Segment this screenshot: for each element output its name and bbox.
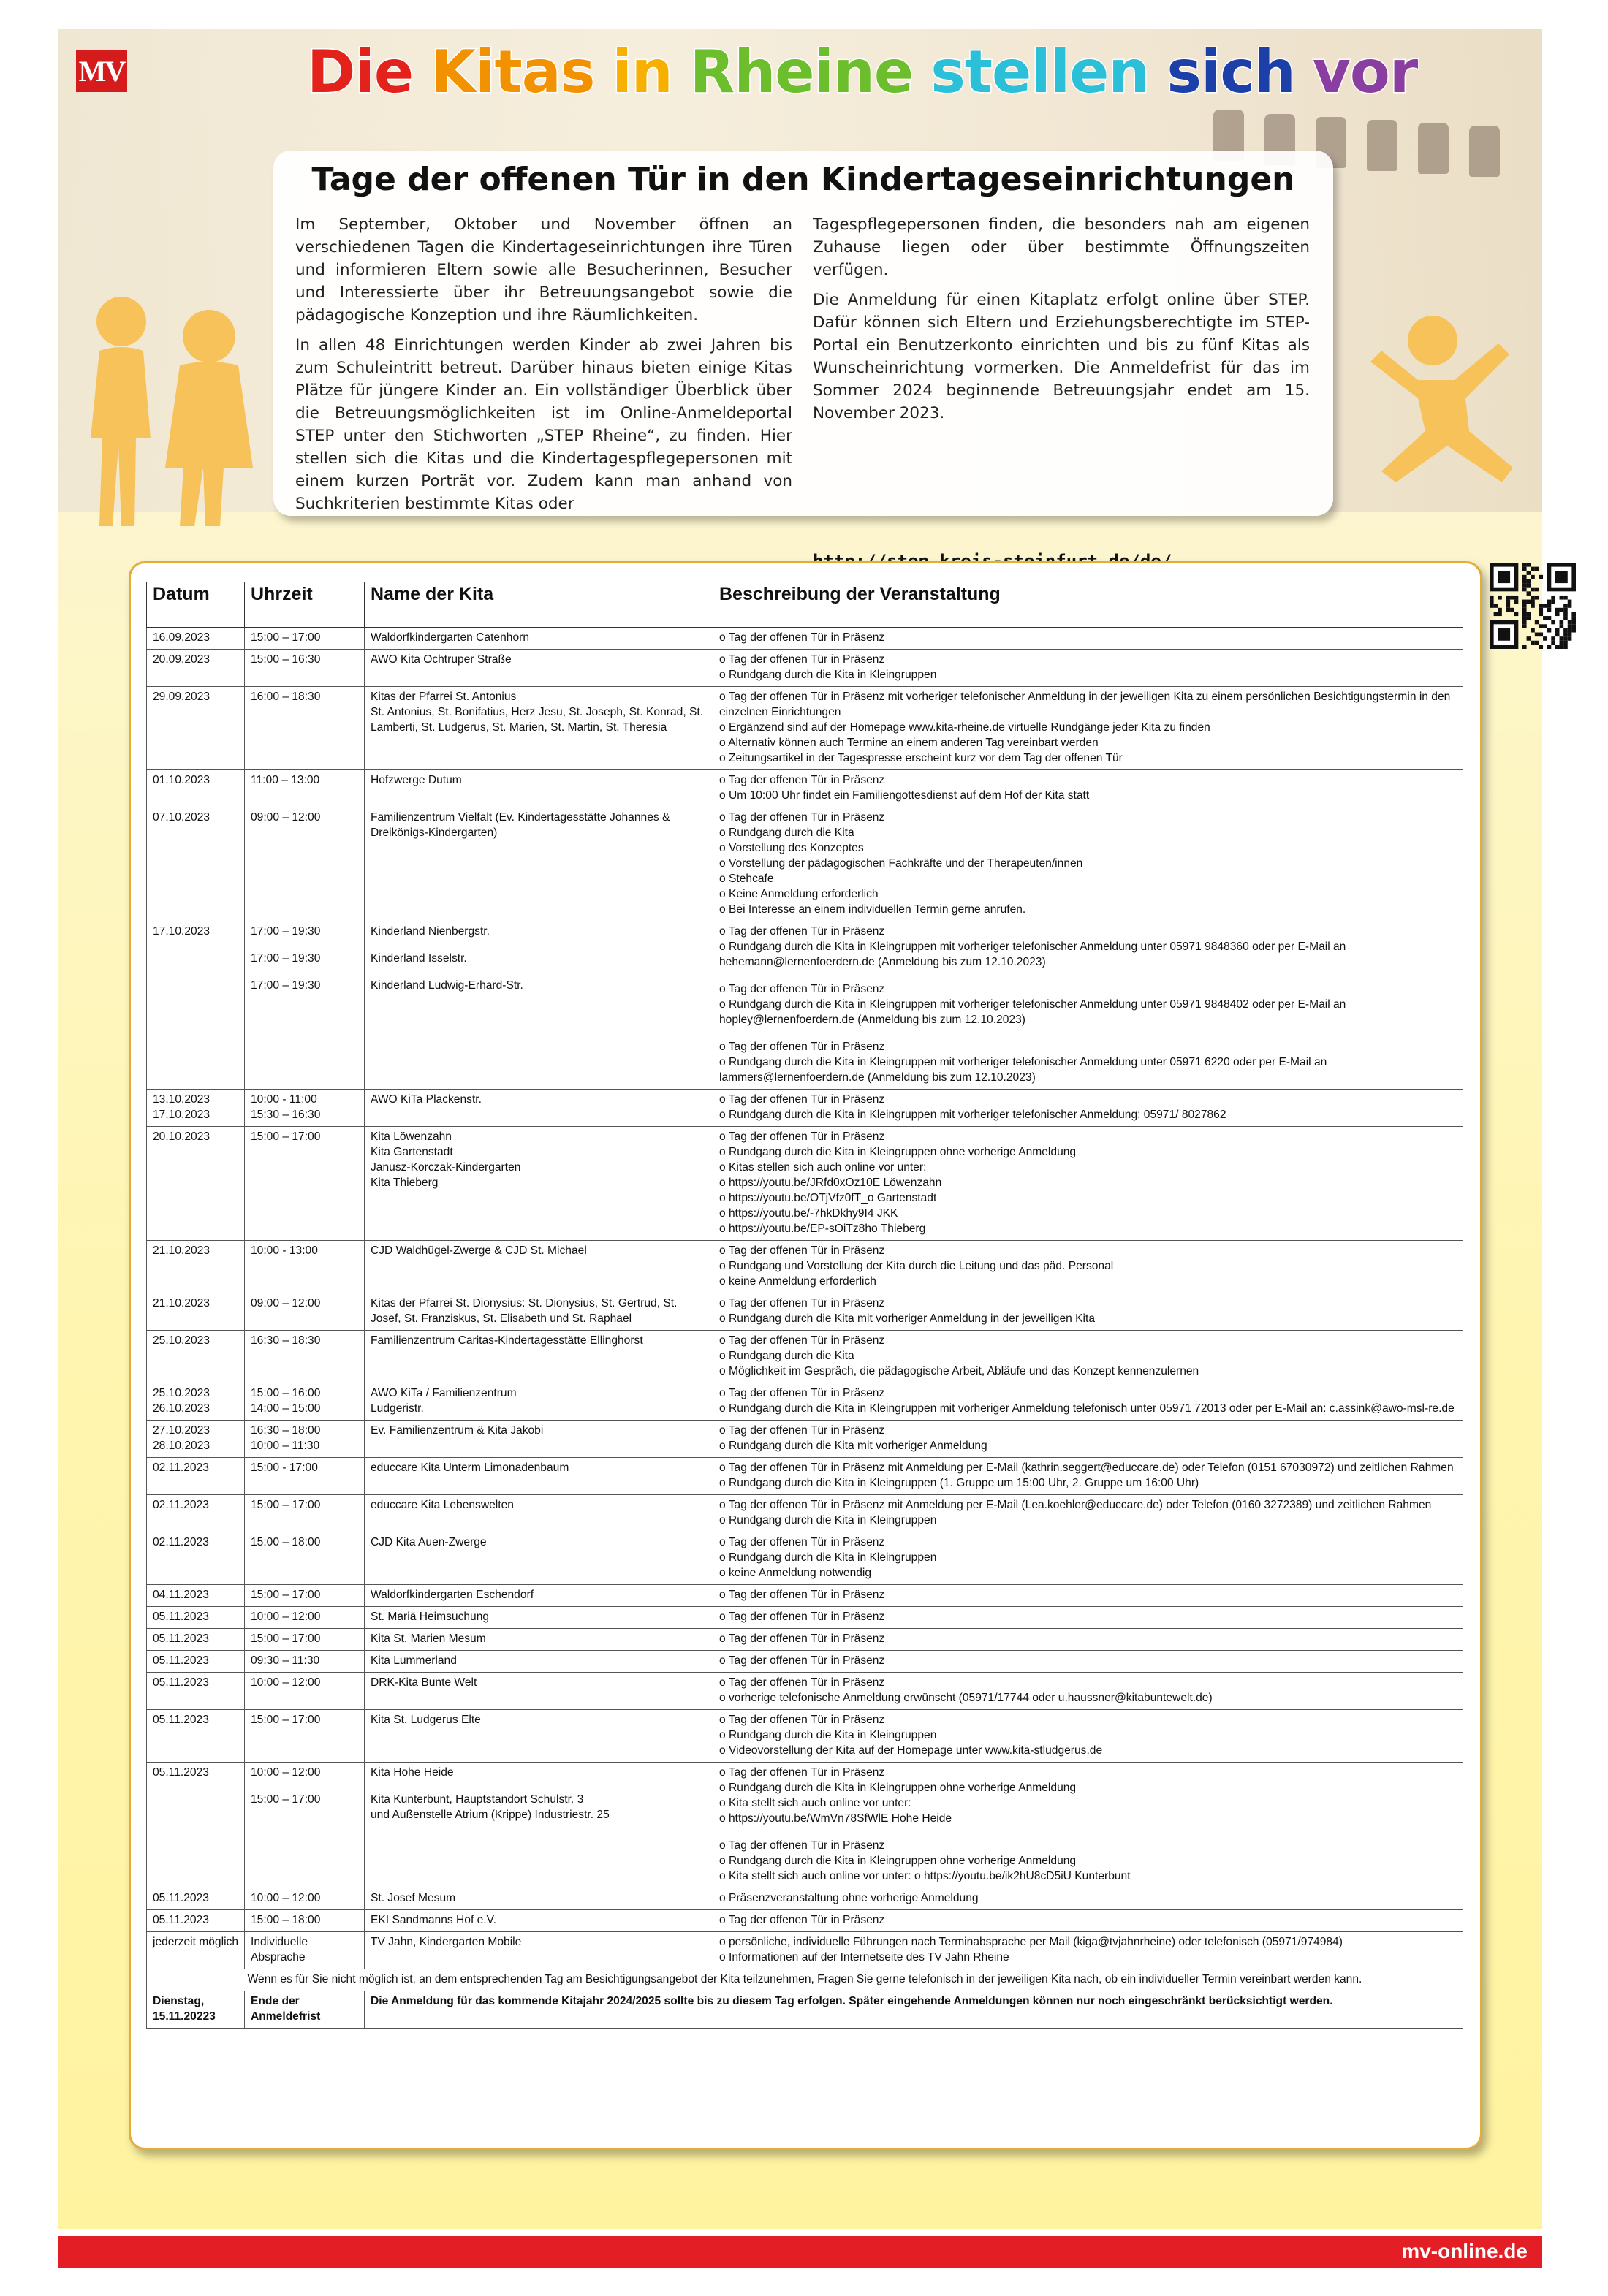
date-cell xyxy=(147,650,245,687)
date-cell-text: 02.11.2023 xyxy=(153,1536,209,1548)
kita-name-cell-text: Waldorfkindergarten Eschendorf xyxy=(371,1589,534,1601)
date-cell xyxy=(147,1673,245,1710)
date-cell-text: 17.10.2023 xyxy=(153,925,211,938)
kita-name-cell-text: St. Josef Mesum xyxy=(371,1892,456,1904)
description-cell xyxy=(713,770,1463,807)
headline-word: Die xyxy=(307,38,414,106)
column-header-time: Uhrzeit xyxy=(245,582,365,628)
kita-name-cell-text: St. Mariä Heimsuchung xyxy=(371,1611,490,1623)
table-row xyxy=(147,1241,1463,1293)
time-cell xyxy=(245,628,365,650)
headline-word: sich xyxy=(1167,38,1295,106)
time-cell-text: 15:00 – 17:00 xyxy=(251,1130,321,1143)
description-cell-text: o Tag der offenen Tür in Präsenz o Rundgang durch die Kita in Kleingruppen o Videovorstellung der Kita auf der Homepage unter www.kita-stludgerus.de xyxy=(719,1714,1103,1757)
date-cell xyxy=(147,1241,245,1293)
description-cell-text: o Tag der offenen Tür in Präsenz xyxy=(719,1589,885,1601)
kita-name-cell xyxy=(365,1673,713,1710)
children-silhouette-icon xyxy=(70,278,260,541)
kita-name-cell-text: educcare Kita Unterm Limonadenbaum xyxy=(371,1461,569,1474)
table-row xyxy=(147,1651,1463,1673)
table-row xyxy=(147,1585,1463,1607)
time-cell-text: 15:00 – 16:00 14:00 – 15:00 xyxy=(251,1387,321,1415)
kita-name-cell-text: CJD Waldhügel-Zwerge & CJD St. Michael xyxy=(371,1244,587,1257)
kita-name-cell-text: Kitas der Pfarrei St. Antonius St. Antonius, St. Bonifatius, Herz Jesu, St. Joseph, St. Konrad, St. Lamberti, St. Ludgerus, St. Marien, St. Martin, St. Theresia xyxy=(371,691,704,734)
time-cell-text: 16:30 – 18:00 10:00 – 11:30 xyxy=(251,1424,321,1452)
date-cell xyxy=(147,628,245,650)
date-cell-text: 05.11.2023 xyxy=(153,1654,209,1667)
intro-paragraph: Im September, Oktober und November öffnen an verschiedenen Tagen die Kindertageseinrichtungen ihre Türen und informieren Eltern sowie alle Besucherinnen, Besucher und Interessierte über ihr Betreuungsangebot sowie die pädagogische Konzeption und ihre Räumlichkeiten. xyxy=(295,216,792,324)
description-cell-text: o Tag der offenen Tür in Präsenz mit Anmeldung per E-Mail (kathrin.seggert@educcare.de) oder Telefon (0151 67030972) und zeitlichen Rahmen o Rundgang durch die Kita in Kleingruppen (1. Gruppe um 15:00 Uhr, 2. Gruppe um 16:00 Uhr) xyxy=(719,1461,1454,1489)
date-cell xyxy=(147,1331,245,1383)
time-cell xyxy=(245,1293,365,1331)
description-cell-text: o Tag der offenen Tür in Präsenz o Um 10:00 Uhr findet ein Familiengottesdienst auf dem Hof der Kita statt xyxy=(719,774,1090,802)
deadline-date-cell-text: Dienstag, 15.11.20223 xyxy=(153,1995,216,2023)
time-cell-text: 10:00 - 13:00 xyxy=(251,1244,318,1257)
kita-name-cell-text: DRK-Kita Bunte Welt xyxy=(371,1676,477,1689)
kita-name-cell-text: EKI Sandmanns Hof e.V. xyxy=(371,1914,496,1926)
table-row xyxy=(147,1629,1463,1651)
table-row xyxy=(147,921,1463,1090)
time-cell xyxy=(245,1932,365,1969)
kita-name-cell-text: Kita Lummerland xyxy=(371,1654,457,1667)
description-cell xyxy=(713,1910,1463,1932)
intro-paragraph: In allen 48 Einrichtungen werden Kinder ab zwei Jahren bis zum Schuleintritt betreut. Darüber hinaus bieten einige Kitas Plätze für jüngere Kinder an. Ein vollständiger Überblick über die Betreuungsmöglichkeiten ist im Online-Anmeldeportal STEP unter den Stichworten „STEP Rheine“, zu finden. Hier stellen sich die Kitas und die Kindertagespflegepersonen mit einem kurzen Porträt vor. Zudem kann man anhand von Suchkriterien bestimmte Kitas oder xyxy=(295,336,792,513)
date-cell-text: 02.11.2023 xyxy=(153,1499,209,1511)
description-cell xyxy=(713,1673,1463,1710)
time-cell-text: 15:00 – 18:00 xyxy=(251,1536,321,1548)
description-cell-text: o Tag der offenen Tür in Präsenz o Rundgang durch die Kita in Kleingruppen ohne vorherige Anmeldung o Kitas stellen sich auch online vor unter: o https://youtu.be/JRfd0xOz10E Löwenzahn o https://youtu.be/OTjVfz0fT_o Gartenstadt o https://youtu.be/-7hkDkhy9I4 JKK o https://youtu.be/EP-sOiTz8ho Thieberg xyxy=(719,1130,1077,1235)
time-cell-text: 10:00 – 12:00 xyxy=(251,1766,321,1779)
date-cell xyxy=(147,1888,245,1910)
kita-name-cell-text: Hofzwerge Dutum xyxy=(371,774,462,786)
date-cell-text: 05.11.2023 xyxy=(153,1611,209,1623)
table-note: Wenn es für Sie nicht möglich ist, an dem entsprechenden Tag am Besichtigungsangebot der Kita teilzunehmen, Fragen Sie gerne telefonisch in der jeweiligen Kita nach, ob ein individueller Termin vereinbart werden kann. xyxy=(147,1969,1463,1991)
description-cell xyxy=(713,1331,1463,1383)
date-cell xyxy=(147,1651,245,1673)
kita-name-cell-text: educcare Kita Lebenswelten xyxy=(371,1499,514,1511)
headline-word: vor xyxy=(1312,38,1418,106)
kita-name-cell-text: Kinderland Isselstr. xyxy=(371,952,467,965)
time-cell xyxy=(245,1458,365,1495)
description-cell xyxy=(713,1532,1463,1585)
date-cell-text: 20.09.2023 xyxy=(153,653,211,666)
date-cell xyxy=(147,1383,245,1421)
kita-name-cell-text: Kinderland Ludwig-Erhard-Str. xyxy=(371,979,523,992)
time-cell xyxy=(245,1673,365,1710)
date-cell xyxy=(147,1421,245,1458)
description-cell xyxy=(713,1127,1463,1241)
kita-name-cell-text: AWO KiTa Plackenstr. xyxy=(371,1093,482,1106)
kita-name-cell xyxy=(365,687,713,770)
footer-bar xyxy=(58,2236,1542,2268)
description-cell-text: o Tag der offenen Tür in Präsenz o Rundgang durch die Kita o Vorstellung des Konzeptes o Vorstellung der pädagogischen Fachkräfte und der Therapeuten/innen o Stehcafe o Keine Anmeldung erforderlich o Bei Interesse an einem individuellen Termin gerne anrufen. xyxy=(719,811,1083,916)
kita-name-cell-text: Kita St. Marien Mesum xyxy=(371,1632,486,1645)
table-row xyxy=(147,687,1463,770)
deadline-date-cell xyxy=(147,1991,245,2029)
description-cell xyxy=(713,1888,1463,1910)
description-cell xyxy=(713,1710,1463,1763)
kita-name-cell xyxy=(365,1932,713,1969)
date-cell xyxy=(147,687,245,770)
kita-name-cell xyxy=(365,1495,713,1532)
intro-card xyxy=(273,151,1333,516)
table-row xyxy=(147,650,1463,687)
description-cell xyxy=(713,807,1463,921)
deadline-label-cell xyxy=(245,1991,365,2029)
description-cell-text: o Tag der offenen Tür in Präsenz xyxy=(719,1654,885,1667)
kita-name-cell xyxy=(365,1458,713,1495)
time-cell-text: 10:00 – 12:00 xyxy=(251,1892,321,1904)
kita-name-cell xyxy=(365,1383,713,1421)
time-cell xyxy=(245,1421,365,1458)
table-note-row xyxy=(147,1969,1463,1991)
kita-name-cell-text: CJD Kita Auen-Zwerge xyxy=(371,1536,487,1548)
table-row xyxy=(147,1458,1463,1495)
description-cell-text: o Tag der offenen Tür in Präsenz o Rundgang durch die Kita o Möglichkeit im Gespräch, die pädagogische Arbeit, Abläufe und das Konzept kennenzulernen xyxy=(719,1334,1199,1377)
time-cell xyxy=(245,1532,365,1585)
description-cell xyxy=(713,1629,1463,1651)
coat-hook-icon xyxy=(1469,126,1500,177)
kita-name-cell-text: Kitas der Pfarrei St. Dionysius: St. Dionysius, St. Gertrud, St. Josef, St. Franziskus, St. Elisabeth und St. Raphael xyxy=(371,1297,678,1325)
date-cell-text: 05.11.2023 xyxy=(153,1632,209,1645)
kita-name-cell-text: Kita Löwenzahn Kita Gartenstadt Janusz-Korczak-Kindergarten Kita Thieberg xyxy=(371,1130,521,1189)
description-cell xyxy=(713,1763,1463,1888)
description-cell xyxy=(713,1495,1463,1532)
date-cell xyxy=(147,1458,245,1495)
time-cell-text: 10:00 – 12:00 xyxy=(251,1611,321,1623)
description-cell-text: o Tag der offenen Tür in Präsenz o Rundgang durch die Kita in Kleingruppen mit vorheriger telefonischer Anmeldung unter 05971 6220 oder per E-Mail an lammers@lernenfoerdern.de (Anmeldung bis zum 12.10.2023) xyxy=(719,1041,1327,1084)
description-cell-text: o Präsenzveranstaltung ohne vorherige Anmeldung xyxy=(719,1892,979,1904)
kita-name-cell xyxy=(365,1651,713,1673)
time-cell-text: 15:00 – 18:00 xyxy=(251,1914,321,1926)
date-cell-text: 29.09.2023 xyxy=(153,691,211,703)
kita-name-cell xyxy=(365,1585,713,1607)
time-cell xyxy=(245,687,365,770)
description-cell-text: o Tag der offenen Tür in Präsenz mit Anmeldung per E-Mail (Lea.koehler@educcare.de) oder Telefon (0160 3272389) und zeitlichen Rahmen o Rundgang durch die Kita in Kleingruppen xyxy=(719,1499,1432,1527)
description-cell-text: o Tag der offenen Tür in Präsenz o Rundgang und Vorstellung der Kita durch die Leitung und das päd. Personal o keine Anmeldung erforderlich xyxy=(719,1244,1114,1288)
description-cell xyxy=(713,1090,1463,1127)
intro-paragraph: Tagespflegepersonen finden, die besonders nah am eigenen Zuhause liegen oder über bestimmte Öffnungszeiten verfügen. xyxy=(813,216,1310,279)
kita-name-cell-text: Familienzentrum Caritas-Kindertagesstätte Ellinghorst xyxy=(371,1334,643,1347)
time-cell-text: 15:00 – 17:00 xyxy=(251,1714,321,1726)
date-cell xyxy=(147,1127,245,1241)
time-cell-text: 15:00 – 16:30 xyxy=(251,653,321,666)
table-row xyxy=(147,1127,1463,1241)
headline-word: in xyxy=(612,38,672,106)
kita-name-cell xyxy=(365,628,713,650)
time-cell xyxy=(245,770,365,807)
date-cell-text: 05.11.2023 xyxy=(153,1766,209,1779)
date-cell xyxy=(147,1763,245,1888)
date-cell xyxy=(147,1629,245,1651)
time-cell xyxy=(245,1651,365,1673)
table-row xyxy=(147,770,1463,807)
date-cell-text: 04.11.2023 xyxy=(153,1589,209,1601)
table-row xyxy=(147,1331,1463,1383)
date-cell xyxy=(147,1710,245,1763)
intro-left-column xyxy=(295,213,792,522)
kita-name-cell xyxy=(365,1763,713,1888)
description-cell xyxy=(713,628,1463,650)
deadline-text-cell xyxy=(365,1991,1463,2029)
kita-name-cell xyxy=(365,650,713,687)
time-cell-text: Individuelle Absprache xyxy=(251,1936,308,1964)
table-row xyxy=(147,1495,1463,1532)
date-cell-text: 07.10.2023 xyxy=(153,811,211,824)
description-cell-text: o Tag der offenen Tür in Präsenz o vorherige telefonische Anmeldung erwünscht (05971/17744 oder u.haussner@kitabuntewelt.de) xyxy=(719,1676,1213,1704)
kita-name-cell xyxy=(365,1910,713,1932)
description-cell-text: o Tag der offenen Tür in Präsenz o Rundgang durch die Kita in Kleingruppen ohne vorherige Anmeldung o Kita stellt sich auch online vor unter: o https://youtu.be/ik2hU8cD5iU Kunterbunt xyxy=(719,1839,1131,1882)
kita-name-cell-text: Kinderland Nienbergstr. xyxy=(371,925,490,938)
table-row xyxy=(147,807,1463,921)
table-row xyxy=(147,1673,1463,1710)
date-cell-text: 05.11.2023 xyxy=(153,1914,209,1926)
time-cell xyxy=(245,1495,365,1532)
kita-name-cell xyxy=(365,1090,713,1127)
table-row xyxy=(147,1888,1463,1910)
description-cell xyxy=(713,1241,1463,1293)
description-cell-text: o Tag der offenen Tür in Präsenz o Rundgang durch die Kita in Kleingruppen mit vorheriger telefonischer Anmeldung: 05971/ 8027862 xyxy=(719,1093,1226,1121)
kita-name-cell xyxy=(365,1127,713,1241)
headline-word: Rheine xyxy=(689,38,914,106)
date-cell-text: 05.11.2023 xyxy=(153,1892,209,1904)
date-cell-text: 21.10.2023 xyxy=(153,1297,211,1309)
description-cell xyxy=(713,1421,1463,1458)
description-cell-text: o Tag der offenen Tür in Präsenz xyxy=(719,631,885,644)
intro-right-column xyxy=(813,213,1310,432)
time-cell xyxy=(245,1331,365,1383)
table-row xyxy=(147,1421,1463,1458)
headline-word: Kitas xyxy=(431,38,595,106)
deadline-row xyxy=(147,1991,1463,2029)
events-table xyxy=(146,582,1463,2029)
date-cell xyxy=(147,1495,245,1532)
coat-hook-icon xyxy=(1367,120,1397,171)
description-cell xyxy=(713,1607,1463,1629)
description-cell-text: o Tag der offenen Tür in Präsenz xyxy=(719,1914,885,1926)
description-cell xyxy=(713,650,1463,687)
time-cell xyxy=(245,921,365,1090)
kita-name-cell-text: Waldorfkindergarten Catenhorn xyxy=(371,631,529,644)
kita-name-cell xyxy=(365,1629,713,1651)
description-cell xyxy=(713,1383,1463,1421)
table-row xyxy=(147,1293,1463,1331)
description-cell-text: o Tag der offenen Tür in Präsenz o Rundgang durch die Kita in Kleingruppen mit vorheriger telefonischer Anmeldung unter 05971 9848402 oder per E-Mail an hopley@lernenfoerdern.de (Anmeldung bis zum 12.10.2023) xyxy=(719,983,1346,1026)
kita-name-cell xyxy=(365,1331,713,1383)
kita-name-cell xyxy=(365,1607,713,1629)
description-cell-text: o Tag der offenen Tür in Präsenz o Rundgang durch die Kita in Kleingruppen ohne vorherige Anmeldung o Kita stellt sich auch online vor unter: o https://youtu.be/WmVn78SfWlE Hohe Heide xyxy=(719,1766,1077,1825)
time-cell xyxy=(245,1585,365,1607)
time-cell-text: 11:00 – 13:00 xyxy=(251,774,320,786)
time-cell-text: 16:00 – 18:30 xyxy=(251,691,321,703)
date-cell xyxy=(147,1910,245,1932)
kita-name-cell-text: Ev. Familienzentrum & Kita Jakobi xyxy=(371,1424,544,1437)
kita-name-cell xyxy=(365,921,713,1090)
mv-logo: MV xyxy=(76,50,127,92)
time-cell-text: 15:00 – 17:00 xyxy=(251,1793,321,1806)
kita-name-cell xyxy=(365,1293,713,1331)
deadline-text-cell-text: Die Anmeldung für das kommende Kitajahr 2024/2025 sollte bis zu diesem Tag erfolgen. Später eingehende Anmeldungen können nur noch eingeschränkt berücksichtigt werden. xyxy=(371,1995,1333,2007)
time-cell-text: 09:30 – 11:30 xyxy=(251,1654,320,1667)
time-cell xyxy=(245,1763,365,1888)
time-cell-text: 15:00 – 17:00 xyxy=(251,631,321,644)
date-cell xyxy=(147,1090,245,1127)
date-cell xyxy=(147,921,245,1090)
date-cell-text: 16.09.2023 xyxy=(153,631,211,644)
footer-website-link[interactable]: mv-online.de xyxy=(1401,2240,1528,2262)
kita-name-cell xyxy=(365,807,713,921)
time-cell-text: 17:00 – 19:30 xyxy=(251,979,321,992)
kita-name-cell-text: TV Jahn, Kindergarten Mobile xyxy=(371,1936,522,1948)
date-cell-text: 13.10.2023 17.10.2023 xyxy=(153,1093,211,1121)
column-header-date: Datum xyxy=(147,582,245,628)
description-cell-text: o Tag der offenen Tür in Präsenz o Rundgang durch die Kita mit vorheriger Anmeldung in der jeweiligen Kita xyxy=(719,1297,1096,1325)
kita-name-cell-text: Kita Hohe Heide xyxy=(371,1766,454,1779)
description-cell-text: o Tag der offenen Tür in Präsenz xyxy=(719,1632,885,1645)
description-cell-text: o Tag der offenen Tür in Präsenz o Rundgang durch die Kita in Kleingruppen mit vorheriger telefonischer Anmeldung unter 05971 9848360 oder per E-Mail an hehemann@lernenfoerdern.de (Anmeldung bis zum 12.10.2023) xyxy=(719,925,1346,968)
description-cell xyxy=(713,687,1463,770)
date-cell xyxy=(147,1532,245,1585)
date-cell xyxy=(147,1293,245,1331)
description-cell-text: o Tag der offenen Tür in Präsenz o Rundgang durch die Kita in Kleingruppen xyxy=(719,653,937,681)
description-cell-text: o Tag der offenen Tür in Präsenz mit vorheriger telefonischer Anmeldung in der jeweiligen Kita zu einem persönlichen Besichtigungstermin in den einzelnen Einrichtungen o Ergänzend sind auf der Homepage www.kita-rheine.de virtuelle Rundgänge jeder Kita zu finden o Alternativ können auch Termine an einem anderen Tag vereinbart werden o Zeitungsartikel in der Tagespresse erscheint kurz vor dem Tag der offenen Tür xyxy=(719,691,1451,764)
time-cell xyxy=(245,1888,365,1910)
time-cell-text: 09:00 – 12:00 xyxy=(251,811,321,824)
date-cell-text: 05.11.2023 xyxy=(153,1676,209,1689)
description-cell xyxy=(713,921,1463,1090)
date-cell xyxy=(147,770,245,807)
time-cell xyxy=(245,1090,365,1127)
date-cell-text: 20.10.2023 xyxy=(153,1130,211,1143)
headline-word: stellen xyxy=(930,38,1150,106)
kita-name-cell xyxy=(365,1710,713,1763)
time-cell xyxy=(245,1710,365,1763)
time-cell-text: 10:00 - 11:00 15:30 – 16:30 xyxy=(251,1093,321,1121)
time-cell-text: 10:00 – 12:00 xyxy=(251,1676,321,1689)
description-cell xyxy=(713,1932,1463,1969)
description-cell-text: o Tag der offenen Tür in Präsenz o Rundgang durch die Kita in Kleingruppen mit vorheriger Anmeldung telefonisch unter 05971 72013 oder per E-Mail an: c.assink@awo-msl-re.de xyxy=(719,1387,1455,1415)
kita-name-cell-text: Kita St. Ludgerus Elte xyxy=(371,1714,481,1726)
kita-name-cell xyxy=(365,1241,713,1293)
description-cell-text: o Tag der offenen Tür in Präsenz o Rundgang durch die Kita in Kleingruppen o keine Anmeldung notwendig xyxy=(719,1536,937,1579)
description-cell-text: o persönliche, individuelle Führungen nach Terminabsprache per Mail (kiga@tvjahnrheine) oder telefonisch (05971/974984) o Informationen auf der Internetseite des TV Jahn Rheine xyxy=(719,1936,1343,1964)
date-cell-text: 05.11.2023 xyxy=(153,1714,209,1726)
table-row xyxy=(147,1763,1463,1888)
date-cell xyxy=(147,1607,245,1629)
time-cell xyxy=(245,1910,365,1932)
date-cell xyxy=(147,807,245,921)
time-cell-text: 09:00 – 12:00 xyxy=(251,1297,321,1309)
time-cell-text: 15:00 – 17:00 xyxy=(251,1589,321,1601)
time-cell-text: 15:00 - 17:00 xyxy=(251,1461,318,1474)
table-row xyxy=(147,1607,1463,1629)
date-cell-text: 02.11.2023 xyxy=(153,1461,209,1474)
table-row xyxy=(147,1383,1463,1421)
intro-paragraph: Die Anmeldung für einen Kitaplatz erfolgt online über STEP. Dafür können sich Eltern und Erziehungsberechtigte im STEP-Portal ein Benutzerkonto einrichten und bis zu fünf Kitas als Wunscheinrichtung vormerken. Die Anmeldefrist für das im Sommer 2024 beginnende Betreuungsjahr endet am 15. November 2023. xyxy=(813,291,1310,422)
jumping-child-silhouette-icon xyxy=(1338,307,1535,497)
date-cell-text: 25.10.2023 xyxy=(153,1334,211,1347)
description-cell xyxy=(713,1293,1463,1331)
kita-name-cell-text: AWO KiTa / Familienzentrum Ludgeristr. xyxy=(371,1387,517,1415)
time-cell xyxy=(245,1383,365,1421)
kita-name-cell xyxy=(365,1421,713,1458)
time-cell xyxy=(245,807,365,921)
kita-name-cell-text: Kita Kunterbunt, Hauptstandort Schulstr. 3 und Außenstelle Atrium (Krippe) Industriestr. 25 xyxy=(371,1793,610,1821)
description-cell-text: o Tag der offenen Tür in Präsenz o Rundgang durch die Kita mit vorheriger Anmeldung xyxy=(719,1424,987,1452)
table-row xyxy=(147,1090,1463,1127)
time-cell-text: 17:00 – 19:30 xyxy=(251,952,321,965)
description-cell xyxy=(713,1651,1463,1673)
description-cell xyxy=(713,1458,1463,1495)
kita-name-cell xyxy=(365,1888,713,1910)
table-row xyxy=(147,1910,1463,1932)
description-cell xyxy=(713,1585,1463,1607)
table-row xyxy=(147,628,1463,650)
description-cell-text: o Tag der offenen Tür in Präsenz xyxy=(719,1611,885,1623)
date-cell-text: jederzeit möglich xyxy=(153,1936,239,1948)
time-cell-text: 15:00 – 17:00 xyxy=(251,1499,321,1511)
time-cell xyxy=(245,1607,365,1629)
table-row xyxy=(147,1710,1463,1763)
kita-name-cell-text: AWO Kita Ochtruper Straße xyxy=(371,653,512,666)
column-header-description: Beschreibung der Veranstaltung xyxy=(713,582,1463,628)
kita-name-cell xyxy=(365,770,713,807)
qr-code-icon xyxy=(1490,563,1576,649)
time-cell xyxy=(245,1241,365,1293)
time-cell-text: 15:00 – 17:00 xyxy=(251,1632,321,1645)
column-header-kita: Name der Kita xyxy=(365,582,713,628)
kita-name-cell-text: Familienzentrum Vielfalt (Ev. Kindertagesstätte Johannes & Dreikönigs-Kindergarten) xyxy=(371,811,670,839)
intro-title: Tage der offenen Tür in den Kindertageseinrichtungen xyxy=(311,161,1295,198)
page-headline xyxy=(307,38,1418,111)
time-cell xyxy=(245,1127,365,1241)
time-cell-text: 16:30 – 18:30 xyxy=(251,1334,321,1347)
time-cell xyxy=(245,650,365,687)
time-cell-text: 17:00 – 19:30 xyxy=(251,925,321,938)
date-cell-text: 27.10.2023 28.10.2023 xyxy=(153,1424,211,1452)
date-cell-text: 21.10.2023 xyxy=(153,1244,211,1257)
table-row xyxy=(147,1532,1463,1585)
time-cell xyxy=(245,1629,365,1651)
date-cell xyxy=(147,1585,245,1607)
deadline-label-cell-text: Ende der Anmeldefrist xyxy=(251,1995,321,2023)
kita-name-cell xyxy=(365,1532,713,1585)
date-cell-text: 25.10.2023 26.10.2023 xyxy=(153,1387,211,1415)
date-cell xyxy=(147,1932,245,1969)
coat-hook-icon xyxy=(1418,123,1449,174)
date-cell-text: 01.10.2023 xyxy=(153,774,211,786)
table-row xyxy=(147,1932,1463,1969)
